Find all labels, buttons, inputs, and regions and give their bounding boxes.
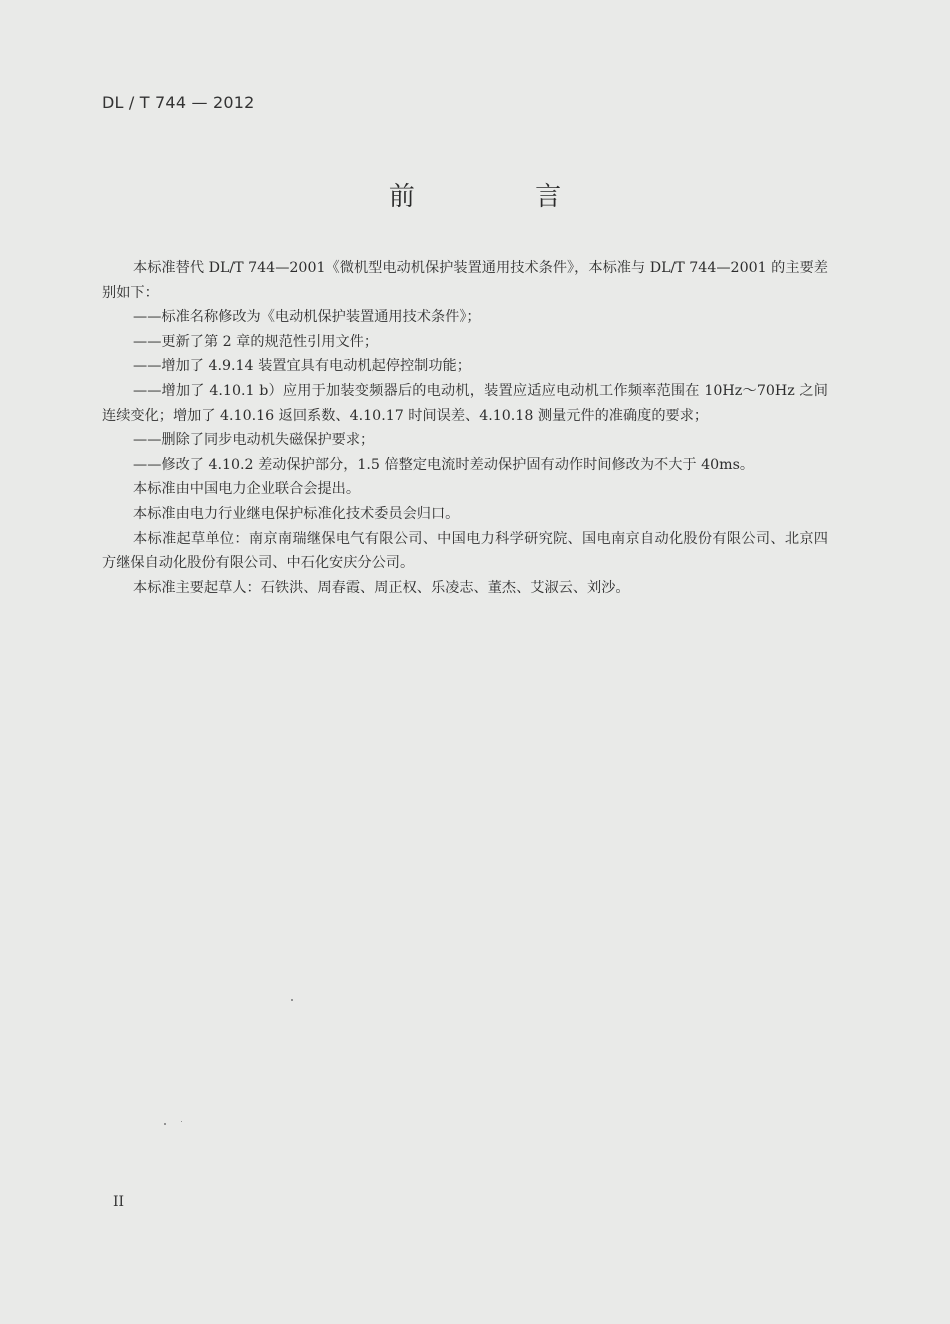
page-number: II <box>113 1194 125 1210</box>
list-item-removed-field-loss: ——删除了同步电动机失磁保护要求； <box>133 432 375 449</box>
body-text <box>102 256 828 600</box>
list-item-start-stop: ——增加了 4.9.14 装置宜具有电动机起停控制功能； <box>133 358 471 375</box>
paragraph-centralized-by: 本标准由电力行业继电保护标准化技术委员会归口。 <box>133 505 460 522</box>
paragraph-replacement-notice: 本标准替代 DL/T 744—2001《微机型电动机保护装置通用技术条件》，本标准与 DL/T 744—2001 的主要差别如下： <box>102 260 828 301</box>
paragraph-drafters: 本标准主要起草人：石铁洪、周春霞、周正权、乐凌志、董杰、艾淑云、刘沙。 <box>133 579 630 596</box>
paragraph-proposed-by: 本标准由中国电力企业联合会提出。 <box>133 481 361 498</box>
page-title: 前 言 <box>388 182 618 212</box>
scan-speck <box>164 1123 166 1125</box>
list-item-references: ——更新了第 2 章的规范性引用文件； <box>133 333 379 350</box>
document-code: DL / T 744 — 2012 <box>102 93 255 112</box>
scan-speck <box>181 1121 182 1122</box>
paragraph-drafting-units: 本标准起草单位：南京南瑞继保电气有限公司、中国电力科学研究院、国电南京自动化股份有限公司、北京四方继保自动化股份有限公司、中石化安庆分公司。 <box>102 530 828 572</box>
list-item-rename: ——标准名称修改为《电动机保护装置通用技术条件》； <box>133 309 481 326</box>
list-item-frequency: ——增加了 4.10.1 b）应用于加装变频器后的电动机，装置应适应电动机工作频率范围在 10Hz～70Hz 之间连续变化；增加了 4.10.16 返回系数、4.10.17 时间误差、4.10.18 测量元件的准确度的要求； <box>102 382 828 424</box>
scan-speck <box>291 999 293 1001</box>
list-item-differential: ——修改了 4.10.2 差动保护部分，1.5 倍整定电流时差动保护固有动作时间修改为不大于 40ms。 <box>133 456 755 473</box>
